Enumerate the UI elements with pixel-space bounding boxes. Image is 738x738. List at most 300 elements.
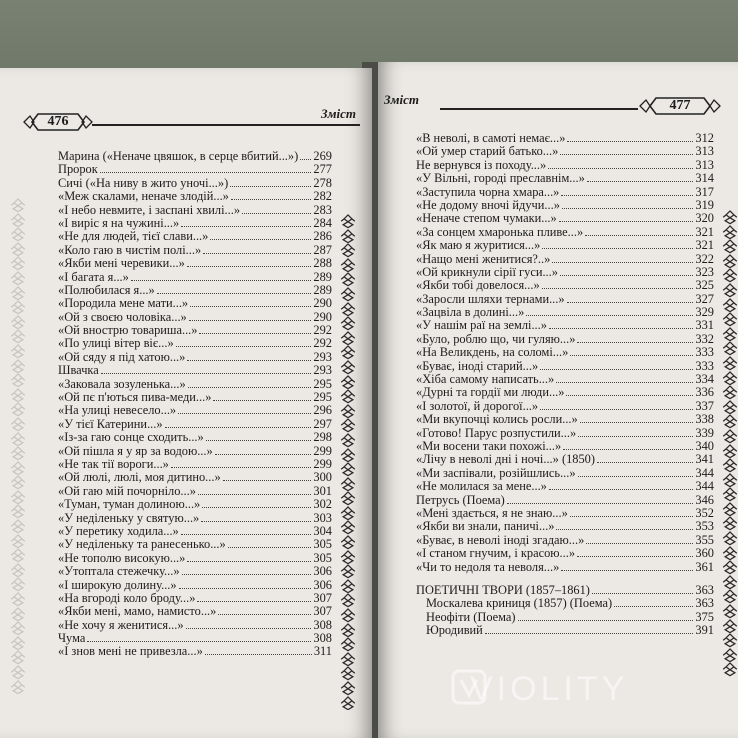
- dot-leader: [188, 387, 312, 388]
- toc-entry-page: 321: [695, 224, 714, 239]
- page-number-box: [638, 94, 722, 118]
- toc-entry-title: Юродивий: [426, 624, 483, 638]
- dot-leader: [614, 606, 693, 607]
- ornament-glyph-icon: [10, 461, 26, 476]
- toc-entry-title: Марина («Неначе цвяшок, в серце вбитий...»): [58, 150, 299, 163]
- ornament-glyph-icon: [722, 662, 738, 677]
- dot-leader: [203, 253, 311, 254]
- toc-entry-page: 332: [695, 331, 714, 346]
- dot-leader: [242, 213, 311, 214]
- toc-entry-page: 298: [313, 430, 332, 445]
- dot-leader: [182, 574, 312, 575]
- toc-entry: [58, 579, 332, 592]
- toc-entry-title: «У нашім раї на землі...»: [416, 319, 547, 333]
- toc-entry: [58, 552, 332, 565]
- toc-entry-page: 327: [695, 291, 714, 306]
- toc-entry: [416, 400, 714, 413]
- toc-entry: [416, 547, 714, 560]
- toc-entry-page: 352: [695, 505, 714, 520]
- dot-leader: [585, 235, 693, 236]
- dot-leader: [552, 262, 693, 263]
- toc-entry: [416, 226, 714, 239]
- toc-entry-page: 337: [695, 398, 714, 413]
- ornament-glyph-icon: [10, 271, 26, 286]
- toc-entry: [416, 453, 714, 466]
- ornament-glyph-icon: [10, 592, 26, 607]
- toc-entry-page: 360: [695, 546, 714, 561]
- ornament-glyph-icon: [340, 579, 356, 594]
- ornament-column: [722, 210, 738, 677]
- dot-leader: [542, 248, 693, 249]
- toc-entry: [58, 230, 332, 243]
- toc-entry-title: «Не хочу я женитися...»: [58, 618, 184, 632]
- toc-entry-title: «На Великдень, на соломі...»: [416, 346, 569, 360]
- ornament-glyph-icon: [722, 444, 738, 459]
- toc-entry: [58, 378, 332, 391]
- toc-entry: [58, 163, 332, 176]
- ornament-glyph-icon: [722, 356, 738, 371]
- toc-entry-title: Сичі («На ниву в жито уночі...»): [58, 176, 229, 190]
- toc-entry-title: «І виріс я на чужині...»: [58, 216, 180, 230]
- ornament-glyph-icon: [10, 388, 26, 403]
- toc-entry-page: 391: [695, 623, 714, 638]
- ornament-glyph-icon: [722, 458, 738, 473]
- toc-entry: [58, 190, 332, 203]
- ornament-glyph-icon: [340, 696, 356, 711]
- toc-entry-title: «У Вільні, городі преславнім...»: [416, 172, 585, 186]
- ornament-glyph-icon: [340, 491, 356, 506]
- dot-leader: [507, 503, 694, 504]
- ornament-glyph-icon: [10, 242, 26, 257]
- ornament-glyph-icon: [722, 341, 738, 356]
- ornament-glyph-icon: [340, 462, 356, 477]
- dot-leader: [178, 413, 311, 414]
- dot-leader: [567, 141, 693, 142]
- toc-entry: [58, 404, 332, 417]
- toc-entry-title: «Якби ви знали, паничі...»: [416, 520, 555, 534]
- ornament-glyph-icon: [340, 535, 356, 550]
- ornament-glyph-icon: [722, 298, 738, 313]
- ornament-glyph-icon: [722, 487, 738, 502]
- toc-entry: [416, 266, 714, 279]
- dot-leader: [549, 328, 693, 329]
- toc-entry-page: 308: [313, 617, 332, 632]
- toc-entry-page: 295: [313, 376, 332, 391]
- toc-entry-title: «Ой пє п'ються пива-меди...»: [58, 391, 212, 405]
- toc-entry-title: «Меж скалами, неначе злодій...»: [58, 190, 229, 204]
- toc-entry: [416, 279, 714, 292]
- toc-entry-title: «У перетику ходила...»: [58, 524, 179, 538]
- toc-entry: [58, 217, 332, 230]
- toc-entry: [58, 645, 332, 658]
- ornament-glyph-icon: [10, 504, 26, 519]
- ornament-glyph-icon: [340, 652, 356, 667]
- toc-entry-title: «Ми вкупочці колись росли...»: [416, 413, 578, 427]
- toc-entry-page: 305: [313, 537, 332, 552]
- toc-entry-title: «Породила мене мати...»: [58, 297, 189, 311]
- toc-entry-title: «Заступила чорна хмара...»: [416, 185, 560, 199]
- ornament-glyph-icon: [10, 563, 26, 578]
- toc-entry-page: 299: [313, 456, 332, 471]
- dot-leader: [179, 588, 312, 589]
- dot-leader: [592, 593, 693, 594]
- ornament-glyph-icon: [722, 400, 738, 415]
- toc-entry: [58, 538, 332, 551]
- ornament-glyph-icon: [722, 385, 738, 400]
- toc-entry: [416, 467, 714, 480]
- dot-leader: [210, 239, 311, 240]
- toc-entry-page: 317: [695, 184, 714, 199]
- ornament-glyph-icon: [10, 300, 26, 315]
- dot-leader: [202, 507, 311, 508]
- toc-entry: [416, 346, 714, 359]
- toc-entry: [416, 520, 714, 533]
- toc-entry: [416, 239, 714, 252]
- dot-leader: [578, 476, 694, 477]
- toc-entry-title: «Заросли шляхи тернами...»: [416, 292, 565, 306]
- right-page: [378, 62, 738, 738]
- ornament-glyph-icon: [10, 490, 26, 505]
- ornament-glyph-icon: [340, 448, 356, 463]
- ornament-glyph-icon: [10, 256, 26, 271]
- ornament-glyph-icon: [722, 502, 738, 517]
- toc-entry: [58, 244, 332, 257]
- toc-entry: [58, 284, 332, 297]
- toc-entry: [416, 293, 714, 306]
- toc-entry: [58, 431, 332, 444]
- ornament-glyph-icon: [722, 589, 738, 604]
- toc-entry-page: 336: [695, 385, 714, 400]
- toc-entry-page: 314: [695, 171, 714, 186]
- ornament-glyph-icon: [340, 302, 356, 317]
- toc-entry-title: «Хіба самому написать...»: [416, 373, 555, 387]
- toc-entry: [58, 592, 332, 605]
- toc-entry-page: 305: [313, 550, 332, 565]
- toc-entry: [416, 132, 714, 145]
- toc-entry: [58, 324, 332, 337]
- ornament-glyph-icon: [340, 637, 356, 652]
- ornament-glyph-icon: [340, 345, 356, 360]
- toc-entry-page: 344: [695, 465, 714, 480]
- dot-leader: [201, 521, 311, 522]
- page-number: 477: [669, 98, 691, 113]
- toc-entry-page: 312: [695, 131, 714, 145]
- ornament-glyph-icon: [722, 575, 738, 590]
- toc-entry: [416, 386, 714, 399]
- toc-entry-title: «Ми восени таки похожі...»: [416, 439, 562, 453]
- dot-leader: [87, 641, 311, 642]
- dot-leader: [556, 529, 693, 530]
- toc-entry-page: 292: [313, 323, 332, 338]
- dot-leader: [187, 561, 311, 562]
- ornament-glyph-icon: [722, 473, 738, 488]
- toc-entry-page: 293: [313, 349, 332, 364]
- ornament-glyph-icon: [340, 360, 356, 375]
- toc-entry-page: 363: [695, 596, 714, 611]
- ornament-glyph-icon: [340, 418, 356, 433]
- toc-entry-page: 341: [695, 452, 714, 467]
- toc-entry-page: 346: [695, 492, 714, 507]
- ornament-glyph-icon: [340, 477, 356, 492]
- ornament-glyph-icon: [340, 433, 356, 448]
- dot-leader: [157, 293, 312, 294]
- toc-entry: [416, 172, 714, 185]
- ornament-glyph-icon: [10, 665, 26, 680]
- toc-entry: [58, 512, 332, 525]
- toc-entry: [58, 337, 332, 350]
- dot-leader: [181, 534, 312, 535]
- toc-entry: [416, 584, 714, 597]
- toc-list: [58, 150, 332, 659]
- dot-leader: [228, 547, 312, 548]
- toc-entry: [58, 458, 332, 471]
- toc-entry-page: 303: [313, 510, 332, 525]
- toc-entry-page: 334: [695, 372, 714, 387]
- toc-entry: [416, 253, 714, 266]
- dot-leader: [560, 154, 693, 155]
- ornament-glyph-icon: [722, 268, 738, 283]
- toc-entry-title: «Не молилася за мене...»: [416, 480, 547, 494]
- ornament-glyph-icon: [10, 315, 26, 330]
- toc-entry: [58, 619, 332, 632]
- toc-entry-page: 307: [313, 590, 332, 605]
- dot-leader: [549, 489, 694, 490]
- toc-entry-title: «Полюбилася я...»: [58, 283, 155, 297]
- toc-entry: [58, 498, 332, 511]
- toc-entry-title: «Ой люлі, люлі, моя дитино...»: [58, 471, 221, 485]
- dot-leader: [171, 467, 312, 468]
- ornament-glyph-icon: [722, 239, 738, 254]
- toc-entry-title: «Нащо мені женитися?..»: [416, 252, 551, 266]
- toc-entry-page: 297: [313, 416, 332, 431]
- dot-leader: [300, 159, 311, 160]
- toc-entry-page: 306: [313, 564, 332, 579]
- toc-entry-page: 325: [695, 278, 714, 293]
- ornament-glyph-icon: [10, 650, 26, 665]
- toc-entry-page: 286: [313, 229, 332, 244]
- toc-entry-title: «Утоптала стежечку...»: [58, 565, 180, 579]
- right-page-header: [382, 94, 722, 118]
- toc-entry-page: 283: [313, 202, 332, 217]
- toc-entry-page: 321: [695, 238, 714, 253]
- toc-entry-title: «Не додому вночі йдучи...»: [416, 198, 560, 212]
- toc-entry-title: «За сонцем хмаронька пливе...»: [416, 225, 584, 239]
- toc-entry-page: 292: [313, 336, 332, 351]
- ornament-glyph-icon: [340, 623, 356, 638]
- toc-entry-page: 340: [695, 438, 714, 453]
- toc-entry-title: Не вернувся із походу...»: [416, 158, 547, 172]
- dot-leader: [577, 342, 693, 343]
- toc-entry-page: 293: [313, 363, 332, 378]
- toc-entry: [416, 597, 714, 610]
- toc-entry-title: «Буває, в неволі іноді згадаю...»: [416, 533, 585, 547]
- toc-entry-title: «І широкую долину...»: [58, 578, 177, 592]
- header-rule: [92, 124, 360, 126]
- toc-entry-page: 306: [313, 577, 332, 592]
- toc-entry-page: 353: [695, 519, 714, 534]
- toc-entry-page: 289: [313, 282, 332, 297]
- toc-entry: [58, 150, 332, 163]
- dot-leader: [206, 440, 312, 441]
- ornament-glyph-icon: [10, 519, 26, 534]
- toc-entry-page: 299: [313, 443, 332, 458]
- toc-entry-page: 363: [695, 582, 714, 597]
- toc-entry-page: 295: [313, 390, 332, 405]
- dot-leader: [586, 543, 693, 544]
- toc-entry-page: 355: [695, 532, 714, 547]
- dot-leader: [218, 614, 311, 615]
- toc-entry-page: 323: [695, 264, 714, 279]
- toc-entry: [58, 391, 332, 404]
- ornament-glyph-icon: [340, 375, 356, 390]
- ornament-glyph-icon: [340, 229, 356, 244]
- toc-entry-page: 307: [313, 604, 332, 619]
- ornament-glyph-icon: [10, 198, 26, 213]
- ornament-glyph-icon: [340, 331, 356, 346]
- toc-entry-title: «Не тополю високую...»: [58, 551, 186, 565]
- dot-leader: [187, 266, 312, 267]
- toc-entry-title: «Ой внострю товариша...»: [58, 324, 198, 338]
- ornament-glyph-icon: [340, 258, 356, 273]
- toc-entry: [58, 311, 332, 324]
- dot-leader: [561, 195, 693, 196]
- toc-entry-page: 319: [695, 197, 714, 212]
- toc-entry-page: 331: [695, 318, 714, 333]
- toc-entry-title: «У тієї Катерини...»: [58, 417, 163, 431]
- ornament-glyph-icon: [340, 214, 356, 229]
- toc-entry-title: «В неволі, в самоті немає...»: [416, 132, 566, 145]
- toc-entry: [416, 507, 714, 520]
- toc-entry: [416, 373, 714, 386]
- toc-entry-page: 284: [313, 215, 332, 230]
- ornament-glyph-icon: [10, 402, 26, 417]
- toc-entry-page: 301: [313, 483, 332, 498]
- dot-leader: [567, 302, 694, 303]
- toc-entry-page: 277: [313, 162, 332, 177]
- ornament-glyph-icon: [10, 475, 26, 490]
- ornament-glyph-icon: [722, 210, 738, 225]
- dot-leader: [577, 556, 693, 557]
- toc-entry-title: Петрусь (Поема): [416, 493, 505, 507]
- toc-entry-page: 269: [313, 149, 332, 163]
- ornament-glyph-icon: [10, 636, 26, 651]
- toc-entry-title: Неофіти (Поема): [426, 610, 516, 624]
- ornament-glyph-icon: [722, 283, 738, 298]
- toc-entry-title: «Було, роблю що, чи гуляю...»: [416, 332, 576, 346]
- ornament-glyph-icon: [10, 344, 26, 359]
- toc-entry-title: Москалева криниця (1857) (Поема): [426, 597, 613, 611]
- toc-entry-title: «Із-за гаю сонце сходить...»: [58, 431, 204, 445]
- toc-entry-page: 304: [313, 523, 332, 538]
- ornament-glyph-icon: [10, 607, 26, 622]
- toc-entry-title: «Неначе степом чумаки...»: [416, 212, 557, 226]
- ornament-glyph-icon: [10, 373, 26, 388]
- toc-entry-title: «Готово! Парус розпустили...»: [416, 426, 577, 440]
- section-title: Зміст: [320, 106, 356, 121]
- toc-entry: [58, 204, 332, 217]
- toc-entry-title: «Буває, іноді старий...»: [416, 359, 539, 373]
- toc-entry-title: «Ой умер старий батько...»: [416, 145, 559, 159]
- toc-entry: [58, 632, 332, 645]
- dot-leader: [485, 633, 694, 634]
- ornament-glyph-icon: [722, 414, 738, 429]
- dot-leader: [213, 400, 311, 401]
- toc-entry-title: «Коло гаю в чистім полі...»: [58, 243, 202, 257]
- ornament-glyph-icon: [340, 593, 356, 608]
- ornament-glyph-icon: [340, 243, 356, 258]
- toc-entry-page: 282: [313, 189, 332, 204]
- toc-entry: [58, 565, 332, 578]
- toc-entry-title: «Ой крикнули сірії гуси...»: [416, 265, 558, 279]
- dot-leader: [199, 333, 311, 334]
- toc-entry: [416, 186, 714, 199]
- toc-entry: [416, 494, 714, 507]
- toc-entry: [416, 145, 714, 158]
- toc-entry-title: «Якби тобі довелося...»: [416, 279, 540, 293]
- watermark-text: VIOLITY: [470, 670, 629, 708]
- dot-leader: [197, 601, 311, 602]
- toc-entry-page: 289: [313, 269, 332, 284]
- ornament-glyph-icon: [722, 312, 738, 327]
- toc-entry-page: 361: [695, 559, 714, 574]
- dot-leader: [189, 320, 312, 321]
- dot-leader: [230, 186, 311, 187]
- toc-entry: [416, 427, 714, 440]
- toc-entry: [416, 624, 714, 637]
- ornament-glyph-icon: [722, 648, 738, 663]
- toc-entry-title: «Чи то недоля та неволя...»: [416, 560, 560, 574]
- dot-leader: [597, 462, 693, 463]
- toc-entry: [58, 177, 332, 190]
- toc-entry-title: «Зацвіла в долині...»: [416, 306, 525, 320]
- dot-leader: [561, 570, 693, 571]
- toc-entry: [416, 413, 714, 426]
- ornament-glyph-icon: [722, 619, 738, 634]
- toc-entry-title: «І багата я...»: [58, 270, 129, 284]
- ornament-glyph-icon: [10, 577, 26, 592]
- ornament-glyph-icon: [722, 560, 738, 575]
- dot-leader: [578, 436, 693, 437]
- dot-leader: [101, 373, 312, 374]
- toc-entry-page: 320: [695, 211, 714, 226]
- toc-entry-page: 278: [313, 175, 332, 190]
- toc-entry-page: 290: [313, 296, 332, 311]
- dot-leader: [540, 369, 693, 370]
- toc-entry-title: «Не для людей, тієї слави...»: [58, 230, 209, 244]
- ornament-glyph-icon: [722, 633, 738, 648]
- dot-leader: [566, 395, 693, 396]
- ornament-glyph-icon: [340, 272, 356, 287]
- toc-entry-page: 339: [695, 425, 714, 440]
- toc-entry: [416, 306, 714, 319]
- dot-leader: [176, 346, 312, 347]
- toc-entry-title: «По улиці вітер віє...»: [58, 337, 174, 351]
- toc-entry-title: «Ой пішла я у яр за водою...»: [58, 444, 213, 458]
- toc-entry-title: «У неділеньку та ранесенько...»: [58, 538, 226, 552]
- toc-entry: [416, 333, 714, 346]
- dot-leader: [198, 494, 312, 495]
- ornament-glyph-icon: [340, 316, 356, 331]
- dot-leader: [587, 181, 694, 182]
- dot-leader: [560, 275, 693, 276]
- toc-entry: [58, 485, 332, 498]
- ornament-glyph-icon: [10, 621, 26, 636]
- toc-entry: [416, 360, 714, 373]
- toc-entry-title: «І золотої, й дорогої...»: [416, 399, 539, 413]
- toc-entry: [416, 480, 714, 493]
- dot-leader: [231, 199, 312, 200]
- dot-leader: [540, 409, 693, 410]
